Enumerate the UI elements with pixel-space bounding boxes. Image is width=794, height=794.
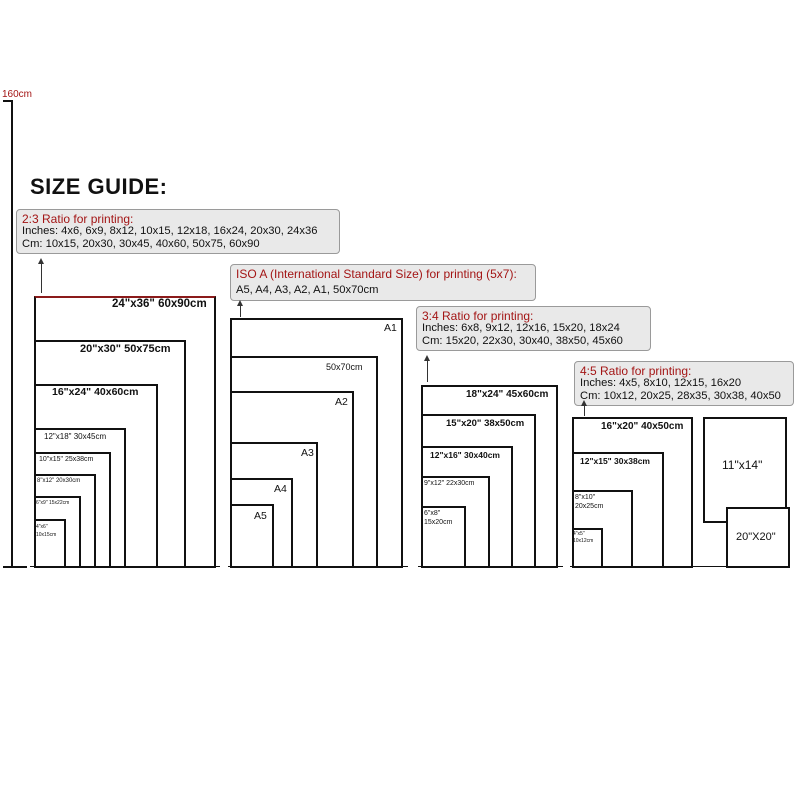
frame-label: 4"x5" [573,531,585,537]
frame-label: 11"x14" [722,458,763,472]
frame-label: 6"x9" 15x22cm [36,500,70,506]
iso-a-info-box [230,264,536,301]
ratio-4-5-cm: Cm: 10x12, 20x25, 28x35, 30x38, 40x50 [580,389,781,402]
frame-label: 10x12cm [573,538,594,544]
frame-label: 12"x15" 30x38cm [580,456,650,466]
ratio-2-3-info-box [16,209,340,254]
height-scale-top-tick [3,100,12,102]
frame-label: A4 [274,483,287,495]
frame-a5 [230,504,274,568]
frame-label: 15x20cm [424,519,453,526]
frame-label: 12"x16" 30x40cm [430,450,500,460]
frame-label: 6"x8" [424,510,441,517]
frame-label: 20"x30" 50x75cm [80,343,171,355]
height-scale-label: 160cm [2,89,33,100]
height-scale-floor-tick [3,566,27,568]
frame-label: 16"x20" 40x50cm [601,421,684,432]
ratio-3-4-cm: Cm: 15x20, 22x30, 30x40, 38x50, 45x60 [422,334,623,347]
arrow-up-icon [240,305,241,317]
frame-label: 8"x10" [575,494,596,501]
frame-label: 20x25cm [575,503,604,510]
frame-label: 20"X20" [736,531,776,543]
height-scale-line [11,100,13,567]
iso-a-heading: ISO A (International Standard Size) for printing (5x7): [236,267,517,281]
frame-label: 10x15cm [36,532,57,538]
frame-label: 15"x20" 38x50cm [446,418,525,429]
ratio-4-5-heading: 4:5 Ratio for printing: [580,364,692,378]
frame-label: 24"x36" 60x90cm [112,298,207,310]
frame-label: 8"x12" 20x30cm [37,478,81,484]
page-title: SIZE GUIDE: [30,174,168,199]
frame-label: A5 [254,510,267,522]
ratio-3-4-heading: 3:4 Ratio for printing: [422,309,534,323]
arrow-up-icon [41,263,42,293]
ratio-2-3-heading: 2:3 Ratio for printing: [22,212,134,226]
ratio-4-5-inches: Inches: 4x5, 8x10, 12x15, 16x20 [580,377,742,390]
frame-label: 12"x18" 30x45cm [44,432,107,441]
arrow-up-icon [584,405,585,416]
ratio-2-3-inches: Inches: 4x6, 6x9, 8x12, 10x15, 12x18, 16x24, 20x30, 24x36 [22,225,318,238]
arrow-up-icon [427,360,428,382]
frame-label: A2 [335,396,348,408]
ratio-3-4-info-box [416,306,651,351]
ratio-4-5-info-box [574,361,794,406]
frame-label: 16"x24" 40x60cm [52,386,139,398]
frame-label: 4"x6" [36,524,48,530]
frame-label: 18"x24" 45x60cm [466,389,549,400]
iso-a-sizes: A5, A4, A3, A2, A1, 50x70cm [236,284,379,297]
frame-label: A3 [301,447,314,459]
ratio-3-4-inches: Inches: 6x8, 9x12, 12x16, 15x20, 18x24 [422,322,620,335]
frame-label: 9"x12" 22x30cm [424,480,475,487]
ratio-2-3-cm: Cm: 10x15, 20x30, 30x45, 40x60, 50x75, 60x90 [22,237,260,250]
frame-label: 10"x15" 25x38cm [39,456,94,463]
frame-label: A1 [384,322,397,334]
frame-label: 50x70cm [326,362,363,372]
